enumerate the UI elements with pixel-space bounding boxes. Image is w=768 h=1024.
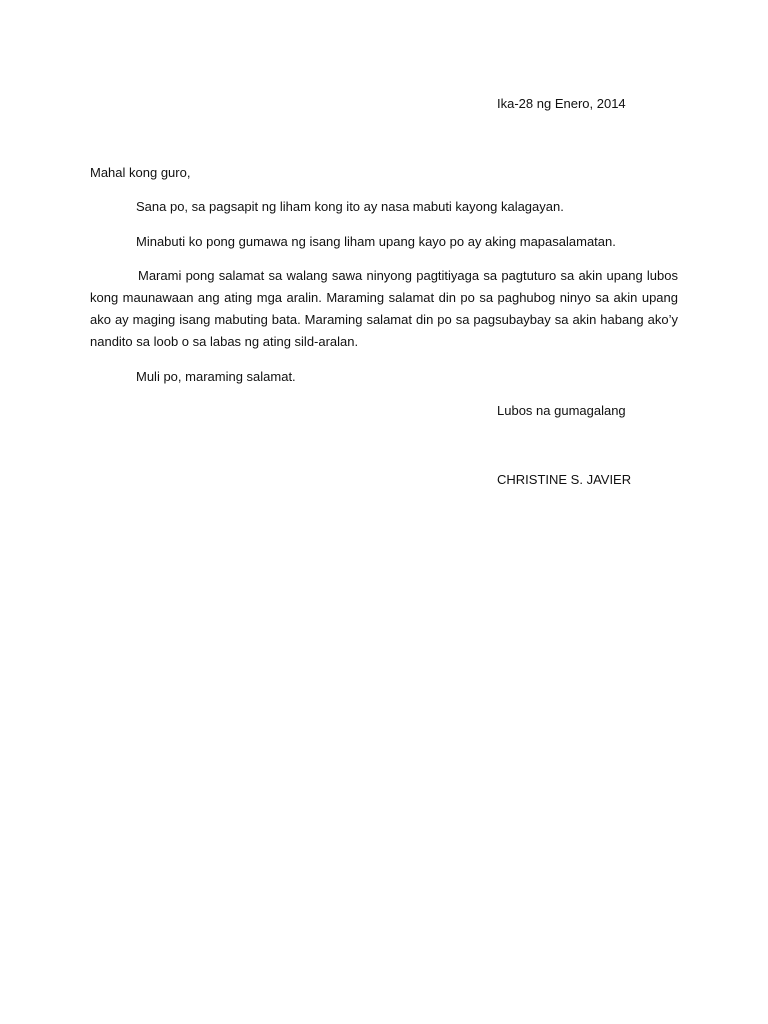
letter-date: Ika-28 ng Enero, 2014: [497, 96, 626, 111]
letter-salutation: Mahal kong guro,: [90, 165, 191, 180]
letter-signature-name: CHRISTINE S. JAVIER: [497, 472, 632, 487]
letter-paragraph-1: Sana po, sa pagsapit ng liham kong ito ay nasa mabuti kayong kalagayan.: [136, 199, 564, 214]
letter-paragraph-2: Minabuti ko pong gumawa ng isang liham upang kayo po ay aking mapasalamatan.: [136, 234, 616, 249]
letter-paragraph-4: Muli po, maraming salamat.: [136, 369, 296, 384]
letter-closing: Lubos na gumagalang: [497, 403, 626, 418]
letter-paragraph-3: Marami pong salamat sa walang sawa ninyong pagtitiyaga sa pagtuturo sa akin upang lubos kong maunawaan ang ating mga aralin. Maraming salamat din po sa paghubog ninyo sa akin upang ako ay maging isang mabuting bata. Maraming salamat din po sa pagsubaybay sa akin habang ako’y nandito sa loob o sa labas ng ating sild-aralan.: [90, 268, 678, 349]
